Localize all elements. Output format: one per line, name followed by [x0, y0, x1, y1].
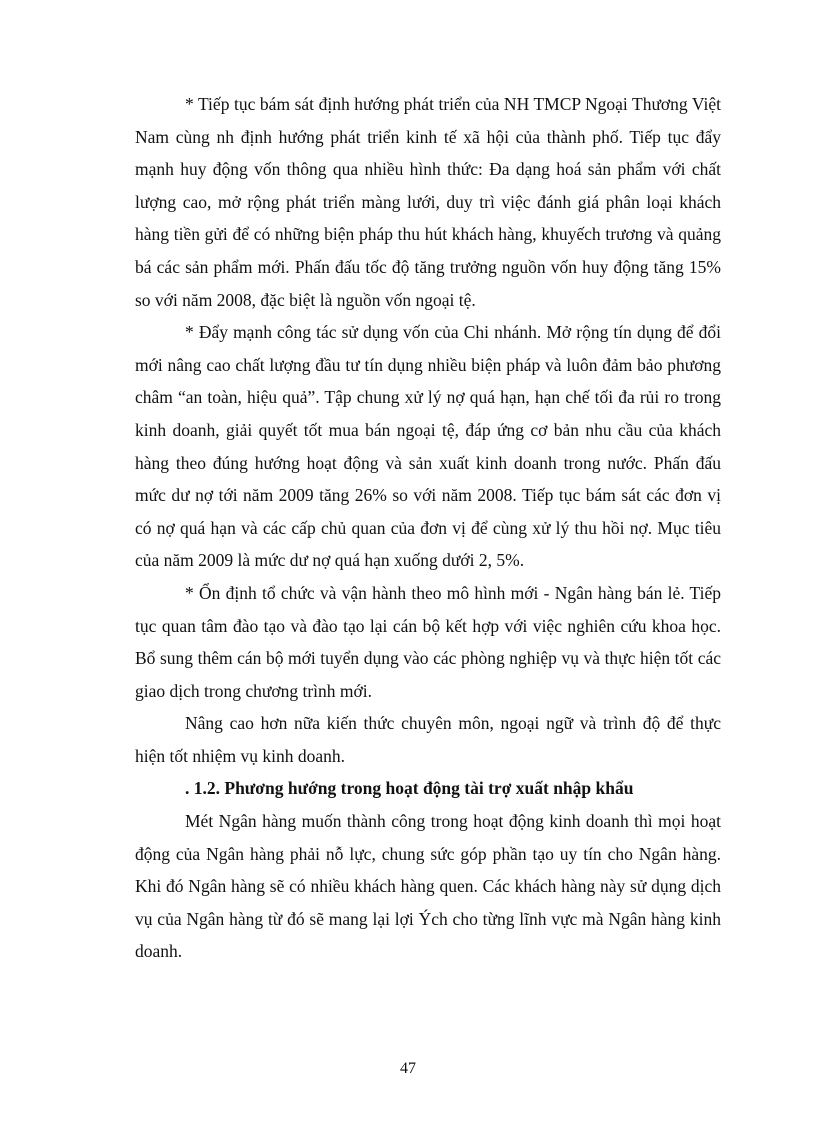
- paragraph-import-export-intro: Mét Ngân hàng muốn thành công trong hoạt động kinh doanh thì mọi hoạt động của Ngân hàng phải nỗ lực, chung sức góp phần tạo uy tín cho Ngân hàng. Khi đó Ngân hàng sẽ có nhiều khách hàng quen. Các khách hàng này sử dụng dịch vụ của Ngân hàng từ đó sẽ mang lại lợi Ých cho từng lĩnh vực mà Ngân hàng kinh doanh.: [135, 811, 721, 962]
- paragraph-capital-usage: * Đẩy mạnh công tác sử dụng vốn của Chi nhánh. Mở rộng tín dụng để đổi mới nâng cao chất lượng đầu tư tín dụng nhiều biện pháp và luôn đảm bảo phương châm “an toàn, hiệu quả”. Tập chung xử lý nợ quá hạn, hạn chế tối đa rủi ro trong kinh doanh, giải quyết tốt mua bán ngoại tệ, đáp ứng cơ bản nhu cầu của khách hàng theo đúng hướng hoạt động và sản xuất kinh doanh trong nước. Phấn đấu mức dư nợ tới năm 2009 tăng 26% so với năm 2008. Tiếp tục bám sát các đơn vị có nợ quá hạn và các cấp chủ quan của đơn vị để cùng xử lý thu hồi nợ. Mục tiêu của năm 2009 là mức dư nợ quá hạn xuống dưới 2, 5%.: [135, 322, 721, 571]
- document-body: [135, 88, 721, 968]
- paragraph-knowledge: Nâng cao hơn nữa kiến thức chuyên môn, ngoại ngữ và trình độ để thực hiện tốt nhiệm vụ kinh doanh.: [135, 713, 721, 766]
- paragraph-deposit-mobilization: * Tiếp tục bám sát định hướng phát triển của NH TMCP Ngoại Thương Việt Nam cùng nh định hướng phát triển kinh tế xã hội của thành phố. Tiếp tục đẩy mạnh huy động vốn thông qua nhiều hình thức: Đa dạng hoá sản phẩm với chất lượng cao, mở rộng phát triển màng lưới, duy trì việc đánh giá phân loại khách hàng tiền gửi để có những biện pháp thu hút khách hàng, khuyếch trương và quảng bá các sản phẩm mới. Phấn đấu tốc độ tăng trưởng nguồn vốn huy động tăng 15% so với năm 2008, đặc biệt là nguồn vốn ngoại tệ.: [135, 94, 721, 310]
- page-number: 47: [400, 1060, 416, 1077]
- section-heading: . 1.2. Phương hướng trong hoạt động tài trợ xuất nhập khẩu: [185, 778, 634, 799]
- paragraph-organization: * Ổn định tổ chức và vận hành theo mô hình mới - Ngân hàng bán lẻ. Tiếp tục quan tâm đào tạo và đào tạo lại cán bộ kết hợp với việc nghiên cứu khoa học. Bổ sung thêm cán bộ mới tuyển dụng vào các phòng nghiệp vụ và thực hiện tốt các giao dịch trong chương trình mới.: [135, 582, 721, 701]
